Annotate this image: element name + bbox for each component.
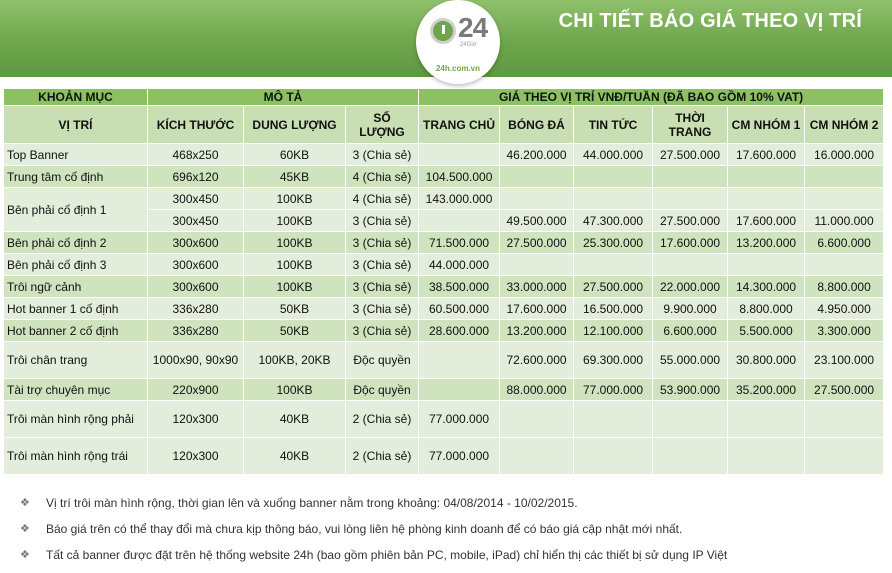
cell-football xyxy=(500,438,574,475)
cell-home: 38.500.000 xyxy=(419,276,500,298)
cell-quantity: Độc quyền xyxy=(346,379,419,401)
cell-size: 336x280 xyxy=(148,320,244,342)
cell-news xyxy=(574,438,653,475)
cell-capacity: 50KB xyxy=(244,320,346,342)
logo-sub: 24Giờ xyxy=(460,42,477,48)
column-header-row xyxy=(4,106,884,144)
cell-capacity: 45KB xyxy=(244,166,346,188)
cell-news xyxy=(574,401,653,438)
note-text: Tất cả banner được đặt trên hệ thống website 24h (bao gồm phiên bản PC, mobile, iPad) chỉ hiển thị các thiết bị sử dụng IP Việt xyxy=(46,548,728,562)
cell-size: 336x280 xyxy=(148,298,244,320)
cell-quantity: 2 (Chia sẻ) xyxy=(346,401,419,438)
note-item xyxy=(20,496,880,522)
col-header-fashion: THỜI TRANG xyxy=(653,106,728,144)
cell-cm2 xyxy=(805,438,884,475)
cell-cm2 xyxy=(805,188,884,210)
cell-cm1: 13.200.000 xyxy=(728,232,805,254)
cell-fashion xyxy=(653,166,728,188)
table-row xyxy=(4,232,884,254)
cell-capacity: 60KB xyxy=(244,144,346,166)
cell-cm1: 14.300.000 xyxy=(728,276,805,298)
cell-capacity: 100KB xyxy=(244,254,346,276)
cell-capacity: 100KB xyxy=(244,210,346,232)
cell-position: Hot banner 1 cố định xyxy=(4,298,148,320)
cell-capacity: 100KB xyxy=(244,232,346,254)
cell-football xyxy=(500,188,574,210)
cell-home: 28.600.000 xyxy=(419,320,500,342)
cell-quantity: Độc quyền xyxy=(346,342,419,379)
col-header-home: TRANG CHỦ xyxy=(419,106,500,144)
col-header-news: TIN TỨC xyxy=(574,106,653,144)
cell-position: Hot banner 2 cố định xyxy=(4,320,148,342)
cell-cm1: 5.500.000 xyxy=(728,320,805,342)
cell-cm1: 30.800.000 xyxy=(728,342,805,379)
cell-cm2: 4.950.000 xyxy=(805,298,884,320)
cell-position: Trôi ngữ cảnh xyxy=(4,276,148,298)
cell-football: 88.000.000 xyxy=(500,379,574,401)
cell-home: 104.500.000 xyxy=(419,166,500,188)
cell-quantity: 3 (Chia sẻ) xyxy=(346,276,419,298)
cell-fashion xyxy=(653,254,728,276)
cell-size: 300x450 xyxy=(148,188,244,210)
cell-cm1 xyxy=(728,166,805,188)
cell-size: 300x600 xyxy=(148,232,244,254)
cell-cm1 xyxy=(728,254,805,276)
cell-football xyxy=(500,254,574,276)
cell-home xyxy=(419,342,500,379)
cell-news: 27.500.000 xyxy=(574,276,653,298)
cell-fashion: 9.900.000 xyxy=(653,298,728,320)
cell-size: 1000x90, 90x90 xyxy=(148,342,244,379)
cell-cm2 xyxy=(805,166,884,188)
cell-capacity: 40KB xyxy=(244,438,346,475)
cell-cm1: 17.600.000 xyxy=(728,144,805,166)
notes-list xyxy=(20,496,880,573)
cell-position: Trôi màn hình rộng trái xyxy=(4,438,148,475)
col-header-football: BÓNG ĐÁ xyxy=(500,106,574,144)
group-header-description: MÔ TẢ xyxy=(148,89,419,106)
site-logo[interactable] xyxy=(416,0,500,84)
cell-fashion xyxy=(653,188,728,210)
table-row xyxy=(4,401,884,438)
cell-news: 25.300.000 xyxy=(574,232,653,254)
cell-fashion: 27.500.000 xyxy=(653,210,728,232)
cell-capacity: 100KB, 20KB xyxy=(244,342,346,379)
cell-football xyxy=(500,401,574,438)
table-row xyxy=(4,276,884,298)
cell-size: 300x600 xyxy=(148,254,244,276)
cell-quantity: 4 (Chia sẻ) xyxy=(346,166,419,188)
cell-size: 696x120 xyxy=(148,166,244,188)
cell-home: 77.000.000 xyxy=(419,401,500,438)
cell-cm2: 6.600.000 xyxy=(805,232,884,254)
cell-football: 72.600.000 xyxy=(500,342,574,379)
cell-position: Trôi chân trang xyxy=(4,342,148,379)
cell-capacity: 100KB xyxy=(244,188,346,210)
cell-home: 71.500.000 xyxy=(419,232,500,254)
table-row xyxy=(4,144,884,166)
cell-capacity: 100KB xyxy=(244,276,346,298)
cell-news xyxy=(574,188,653,210)
group-header-price: GIÁ THEO VỊ TRÍ VNĐ/TUẦN (ĐÃ BAO GỒM 10% VAT) xyxy=(419,89,884,106)
cell-quantity: 3 (Chia sẻ) xyxy=(346,320,419,342)
cell-fashion: 55.000.000 xyxy=(653,342,728,379)
cell-size: 220x900 xyxy=(148,379,244,401)
cell-home: 60.500.000 xyxy=(419,298,500,320)
cell-quantity: 2 (Chia sẻ) xyxy=(346,438,419,475)
cell-cm1 xyxy=(728,401,805,438)
cell-fashion xyxy=(653,401,728,438)
table-row xyxy=(4,379,884,401)
cell-quantity: 3 (Chia sẻ) xyxy=(346,232,419,254)
cell-home xyxy=(419,144,500,166)
cell-quantity: 3 (Chia sẻ) xyxy=(346,298,419,320)
col-header-position: VỊ TRÍ xyxy=(4,106,148,144)
cell-news: 44.000.000 xyxy=(574,144,653,166)
cell-news: 77.000.000 xyxy=(574,379,653,401)
cell-quantity: 3 (Chia sẻ) xyxy=(346,254,419,276)
note-text: Báo giá trên có thể thay đổi mà chưa kịp thông báo, vui lòng liên hệ phòng kinh doanh để có báo giá cập nhật mới nhất. xyxy=(46,522,683,536)
cell-fashion: 6.600.000 xyxy=(653,320,728,342)
table-row xyxy=(4,188,884,210)
cell-size: 120x300 xyxy=(148,438,244,475)
cell-football: 13.200.000 xyxy=(500,320,574,342)
price-table xyxy=(3,88,884,475)
cell-size: 468x250 xyxy=(148,144,244,166)
table-row xyxy=(4,320,884,342)
col-header-cm1: CM NHÓM 1 xyxy=(728,106,805,144)
col-header-capacity: DUNG LƯỢNG xyxy=(244,106,346,144)
group-header-section: KHOẢN MỤC xyxy=(4,89,148,106)
cell-cm2 xyxy=(805,401,884,438)
cell-fashion: 27.500.000 xyxy=(653,144,728,166)
cell-position: Bên phải cố định 3 xyxy=(4,254,148,276)
cell-cm1: 17.600.000 xyxy=(728,210,805,232)
cell-home: 44.000.000 xyxy=(419,254,500,276)
cell-size: 120x300 xyxy=(148,401,244,438)
cell-football: 27.500.000 xyxy=(500,232,574,254)
table-row xyxy=(4,298,884,320)
clock-icon xyxy=(430,18,456,44)
cell-position: Tài trợ chuyên mục xyxy=(4,379,148,401)
table-row xyxy=(4,342,884,379)
cell-cm2: 27.500.000 xyxy=(805,379,884,401)
cell-home: 77.000.000 xyxy=(419,438,500,475)
cell-cm2: 23.100.000 xyxy=(805,342,884,379)
cell-football: 46.200.000 xyxy=(500,144,574,166)
group-header-row xyxy=(4,89,884,106)
cell-cm2: 16.000.000 xyxy=(805,144,884,166)
page-title: CHI TIẾT BÁO GIÁ THEO VỊ TRÍ xyxy=(558,10,862,32)
cell-news: 69.300.000 xyxy=(574,342,653,379)
cell-cm2: 3.300.000 xyxy=(805,320,884,342)
cell-capacity: 100KB xyxy=(244,379,346,401)
cell-size: 300x450 xyxy=(148,210,244,232)
cell-fashion xyxy=(653,438,728,475)
cell-football: 33.000.000 xyxy=(500,276,574,298)
cell-cm2 xyxy=(805,254,884,276)
cell-cm1 xyxy=(728,438,805,475)
cell-position: Top Banner xyxy=(4,144,148,166)
cell-home xyxy=(419,379,500,401)
note-item xyxy=(20,522,880,548)
cell-news xyxy=(574,166,653,188)
diamond-bullet-icon: ❖ xyxy=(20,549,30,561)
cell-quantity: 3 (Chia sẻ) xyxy=(346,210,419,232)
cell-size: 300x600 xyxy=(148,276,244,298)
cell-cm1: 35.200.000 xyxy=(728,379,805,401)
cell-cm1: 8.800.000 xyxy=(728,298,805,320)
cell-quantity: 4 (Chia sẻ) xyxy=(346,188,419,210)
cell-news: 47.300.000 xyxy=(574,210,653,232)
col-header-quantity: SỐ LƯỢNG xyxy=(346,106,419,144)
cell-position: Trôi màn hình rộng phải xyxy=(4,401,148,438)
cell-news: 12.100.000 xyxy=(574,320,653,342)
cell-fashion: 53.900.000 xyxy=(653,379,728,401)
logo-number: 24 xyxy=(458,12,488,43)
cell-quantity: 3 (Chia sẻ) xyxy=(346,144,419,166)
table-row xyxy=(4,438,884,475)
diamond-bullet-icon: ❖ xyxy=(20,497,30,509)
cell-capacity: 50KB xyxy=(244,298,346,320)
table-row xyxy=(4,166,884,188)
col-header-cm2: CM NHÓM 2 xyxy=(805,106,884,144)
cell-home xyxy=(419,210,500,232)
note-item xyxy=(20,548,880,573)
cell-capacity: 40KB xyxy=(244,401,346,438)
cell-news xyxy=(574,254,653,276)
cell-news: 16.500.000 xyxy=(574,298,653,320)
cell-position: Trung tâm cố định xyxy=(4,166,148,188)
cell-football: 17.600.000 xyxy=(500,298,574,320)
col-header-size: KÍCH THƯỚC xyxy=(148,106,244,144)
table-row xyxy=(4,254,884,276)
cell-cm2: 11.000.000 xyxy=(805,210,884,232)
diamond-bullet-icon: ❖ xyxy=(20,523,30,535)
cell-position: Bên phải cố định 2 xyxy=(4,232,148,254)
logo-url: 24h.com.vn xyxy=(435,64,480,73)
cell-position: Bên phải cố định 1 xyxy=(4,188,148,232)
cell-cm1 xyxy=(728,188,805,210)
cell-football xyxy=(500,166,574,188)
cell-cm2: 8.800.000 xyxy=(805,276,884,298)
note-text: Vị trí trôi màn hình rộng, thời gian lên và xuống banner nằm trong khoảng: 04/08/2014 - 10/02/2015. xyxy=(46,496,578,510)
cell-fashion: 22.000.000 xyxy=(653,276,728,298)
cell-football: 49.500.000 xyxy=(500,210,574,232)
cell-home: 143.000.000 xyxy=(419,188,500,210)
cell-fashion: 17.600.000 xyxy=(653,232,728,254)
